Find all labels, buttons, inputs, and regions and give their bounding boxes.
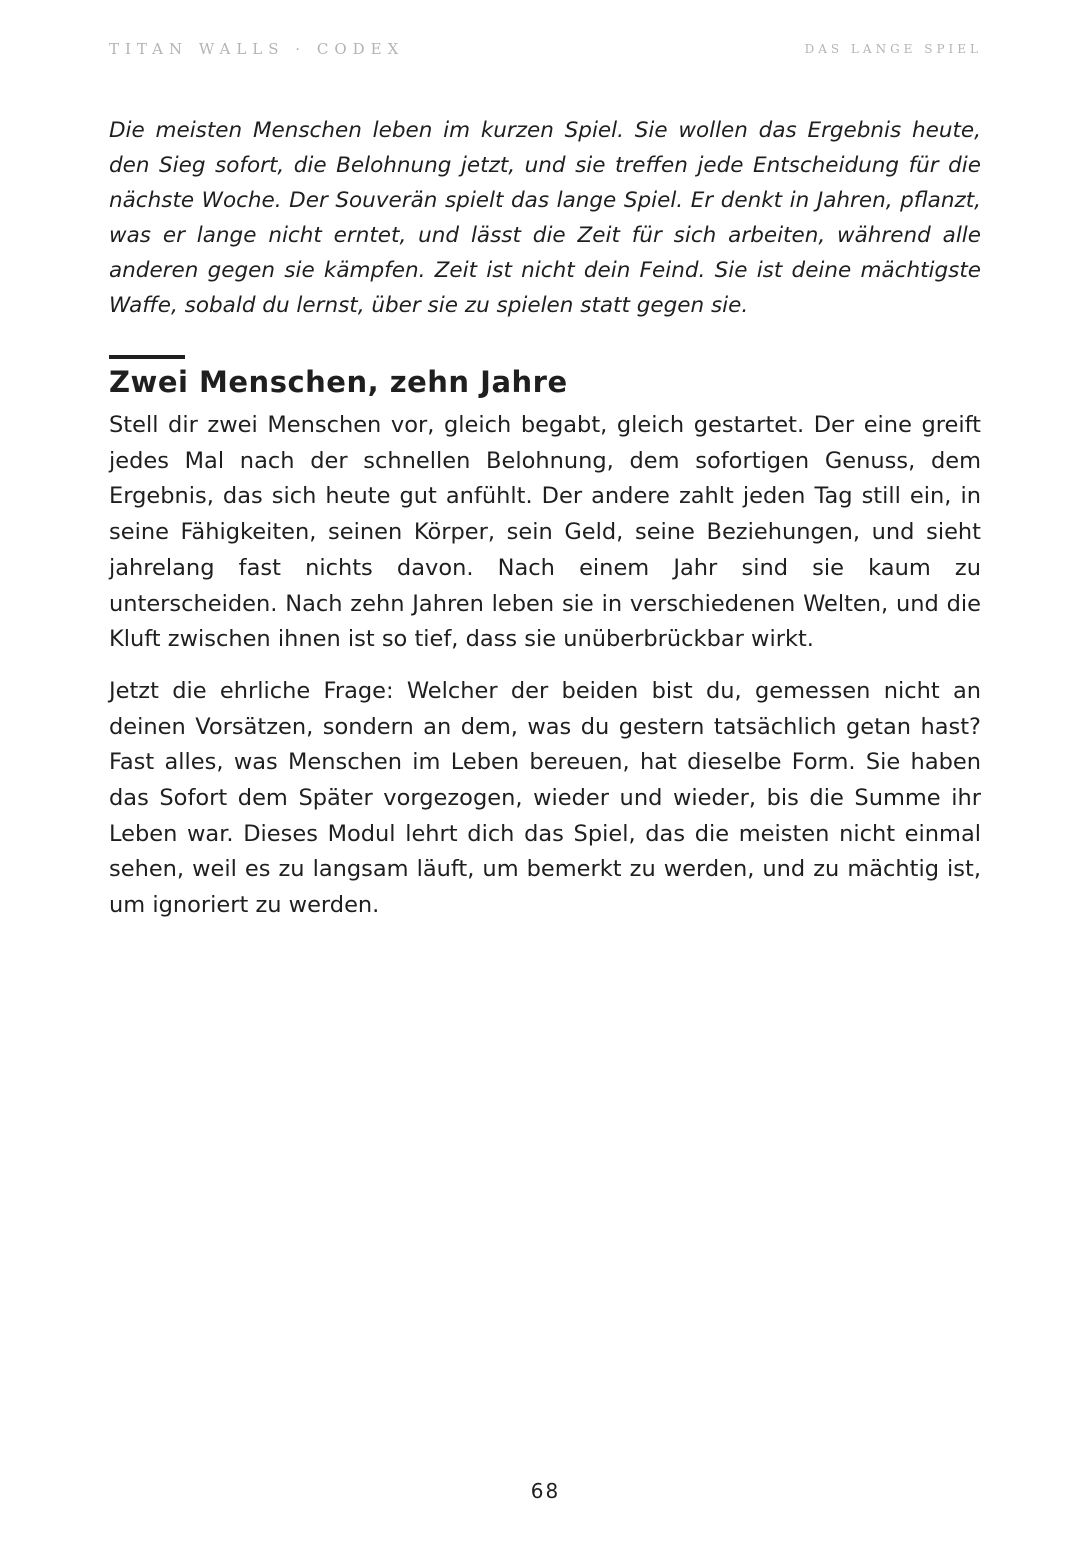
body-paragraph-2: Jetzt die ehrliche Frage: Welcher der beiden bist du, gemessen nicht an deinen Vorsätzen, sondern an dem, was du gestern tatsächlich getan hast? Fast alles, was Menschen im Leben bereuen, hat dieselbe Form. Sie haben das Sofort dem Später vorgezogen, wieder und wieder, bis die Summe ihr Leben war. Dieses Modul lehrt dich das Spiel, das die meisten nicht einmal sehen, weil es zu langsam läuft, um bemerkt zu werden, und zu mächtig ist, um ignoriert zu werden. — [109, 677, 981, 919]
section-rule — [109, 355, 185, 359]
body-paragraph-1: Stell dir zwei Menschen vor, gleich begabt, gleich gestartet. Der eine greift jedes Mal nach der schnellen Belohnung, dem sofortigen Genuss, dem Ergebnis, das sich heute gut anfühlt. Der andere zahlt jeden Tag still ein, in seine Fähigkeiten, seinen Körper, sein Geld, seine Beziehungen, und sieht jahrelang fast nichts davon. Nach einem Jahr sind sie kaum zu unterscheiden. Nach zehn Jahren leben sie in verschiedenen Welten, und die Kluft zwischen ihnen ist so tief, dass sie unüberbrückbar wirkt. — [109, 412, 981, 653]
page-number: 68 — [530, 1479, 561, 1503]
running-header-left: TITAN WALLS · CODEX — [109, 40, 405, 58]
section-heading: Zwei Menschen, zehn Jahre — [109, 365, 568, 399]
running-header-right: DAS LANGE SPIEL — [804, 42, 982, 56]
page-content — [109, 113, 981, 940]
intro-paragraph: Die meisten Menschen leben im kurzen Spiel. Sie wollen das Ergebnis heute, den Sieg sofort, die Belohnung jetzt, und sie treffen jede Entscheidung für die nächste Woche. Der Souverän spielt das lange Spiel. Er denkt in Jahren, pflanzt, was er lange nicht erntet, und lässt die Zeit für sich arbeiten, während alle anderen gegen sie kämpfen. Zeit ist nicht dein Feind. Sie ist deine mächtigste Waffe, sobald du lernst, über sie zu spielen statt gegen sie. — [109, 118, 981, 318]
